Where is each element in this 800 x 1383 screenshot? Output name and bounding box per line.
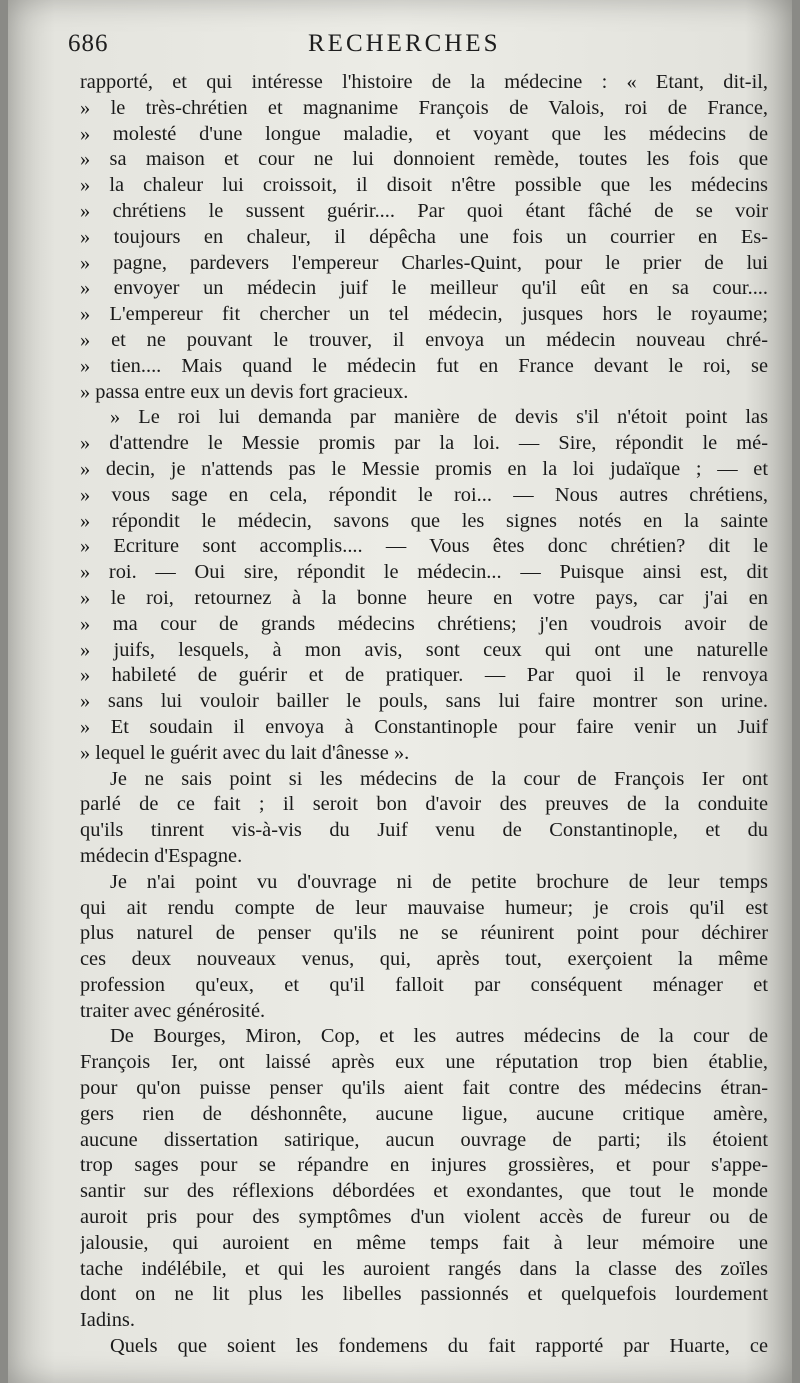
page-header — [68, 30, 768, 70]
text-line: » roi. — Oui sire, répondit le médecin... — Puisque ainsi est, dit — [80, 561, 768, 584]
text-line: rapporté, et qui intéresse l'histoire de la médecine : « Etant, dit-il, — [80, 71, 768, 93]
text-line: » lequel le guérit avec du lait d'ânesse ». — [80, 741, 410, 764]
text-line: pour qu'on puisse penser qu'ils aient fait contre des médecins étran- — [80, 1077, 768, 1100]
text-line: » sans lui vouloir bailler le pouls, sans lui faire montrer son urine. — [80, 690, 768, 713]
text-line: » toujours en chaleur, il dépêcha une fois un courrier en Es- — [80, 225, 768, 248]
text-line: » Et soudain il envoya à Constantinople pour faire venir un Juif — [80, 715, 768, 738]
book-page — [8, 0, 792, 1383]
text-line: » Ecriture sont accomplis.... — Vous êtes donc chrétien? dit le — [80, 535, 768, 558]
text-line: ces deux nouveaux venus, qui, après tout, exerçoient la même — [80, 948, 768, 971]
text-line: » L'empereur fit chercher un tel médecin, jusques hors le royaume; — [80, 303, 768, 326]
text-line: » répondit le médecin, savons que les signes notés en la sainte — [80, 509, 768, 532]
text-line: auroit pris pour des symptômes d'un violent accès de fureur ou de — [80, 1206, 768, 1229]
text-line: dont on ne lit plus les libelles passionnés et quelquefois lourdement — [80, 1283, 768, 1306]
text-line: jalousie, qui auroient en même temps fait à leur mémoire une — [80, 1231, 768, 1254]
text-line: » juifs, lesquels, à mon avis, sont ceux qui ont une naturelle — [80, 638, 768, 661]
text-line: trop sages pour se répandre en injures grossières, et pour s'appe- — [80, 1154, 768, 1177]
text-line: » sa maison et cour ne lui donnoient remède, toutes les fois que — [80, 148, 768, 171]
text-line: » decin, je n'attends pas le Messie promis en la loi judaïque ; — et — [80, 457, 768, 480]
text-line: » ma cour de grands médecins chrétiens; j'en voudrois avoir de — [80, 612, 768, 635]
text-line: » envoyer un médecin juif le meilleur qu'il eût en sa cour.... — [80, 277, 768, 300]
text-line: aucune dissertation satirique, aucun ouvrage de parti; ils étoient — [80, 1128, 768, 1151]
text-line: » le roi, retournez à la bonne heure en votre pays, car j'ai en — [80, 586, 768, 609]
text-line: médecin d'Espagne. — [80, 844, 243, 867]
text-line: Quels que soient les fondemens du fait rapporté par Huarte, ce — [110, 1335, 768, 1358]
text-line: plus naturel de penser qu'ils ne se réunirent point pour déchirer — [80, 922, 768, 945]
text-line: » vous sage en cela, répondit le roi... — Nous autres chrétiens, — [80, 483, 768, 506]
text-line: » chrétiens le sussent guérir.... Par quoi étant fâché de se voir — [80, 199, 768, 222]
text-line: » molesté d'une longue maladie, et voyant que les médecins de — [80, 122, 768, 145]
text-line: traiter avec générosité. — [80, 999, 266, 1022]
running-head: RECHERCHES — [308, 30, 501, 57]
text-line: parlé de ce fait ; il seroit bon d'avoir des preuves de la conduite — [80, 793, 768, 816]
text-line: » Le roi lui demanda par manière de devis s'il n'étoit point las — [110, 406, 768, 429]
text-line: Je ne sais point si les médecins de la cour de François Ier ont — [110, 767, 768, 790]
body-text — [80, 70, 768, 1360]
text-line: Je n'ai point vu d'ouvrage ni de petite brochure de leur temps — [110, 870, 768, 893]
text-line: qu'ils tinrent vis-à-vis du Juif venu de Constantinople, et du — [80, 819, 768, 842]
text-line: » le très-chrétien et magnanime François de Valois, roi de France, — [80, 96, 768, 119]
text-line: santir sur des réflexions débordées et exondantes, que tout le monde — [80, 1180, 768, 1203]
text-line: profession qu'eux, et qu'il falloit par conséquent ménager et — [80, 973, 768, 996]
text-line: » la chaleur lui croissoit, il disoit n'être possible que les médecins — [80, 174, 768, 197]
text-line: gers rien de déshonnête, aucune ligue, aucune critique amère, — [80, 1102, 768, 1125]
text-line: Iadins. — [80, 1309, 135, 1332]
page-number: 686 — [68, 30, 109, 57]
text-line: » pagne, pardevers l'empereur Charles-Quint, pour le prier de lui — [80, 251, 768, 274]
text-line: qui ait rendu compte de leur mauvaise humeur; je crois qu'il est — [80, 896, 768, 919]
text-line: tache indélébile, et qui les auroient rangés dans la classe des zoïles — [80, 1257, 768, 1280]
text-line: » et ne pouvant le trouver, il envoya un médecin nouveau chré- — [80, 328, 768, 351]
text-line: » passa entre eux un devis fort gracieux. — [80, 380, 409, 403]
text-line: » d'attendre le Messie promis par la loi. — Sire, répondit le mé- — [80, 432, 768, 455]
text-line: François Ier, ont laissé après eux une réputation trop bien établie, — [80, 1051, 768, 1074]
text-line: » habileté de guérir et de pratiquer. — Par quoi il le renvoya — [80, 664, 768, 687]
text-line: » tien.... Mais quand le médecin fut en France devant le roi, se — [80, 354, 768, 377]
text-line: De Bourges, Miron, Cop, et les autres médecins de la cour de — [110, 1025, 768, 1048]
